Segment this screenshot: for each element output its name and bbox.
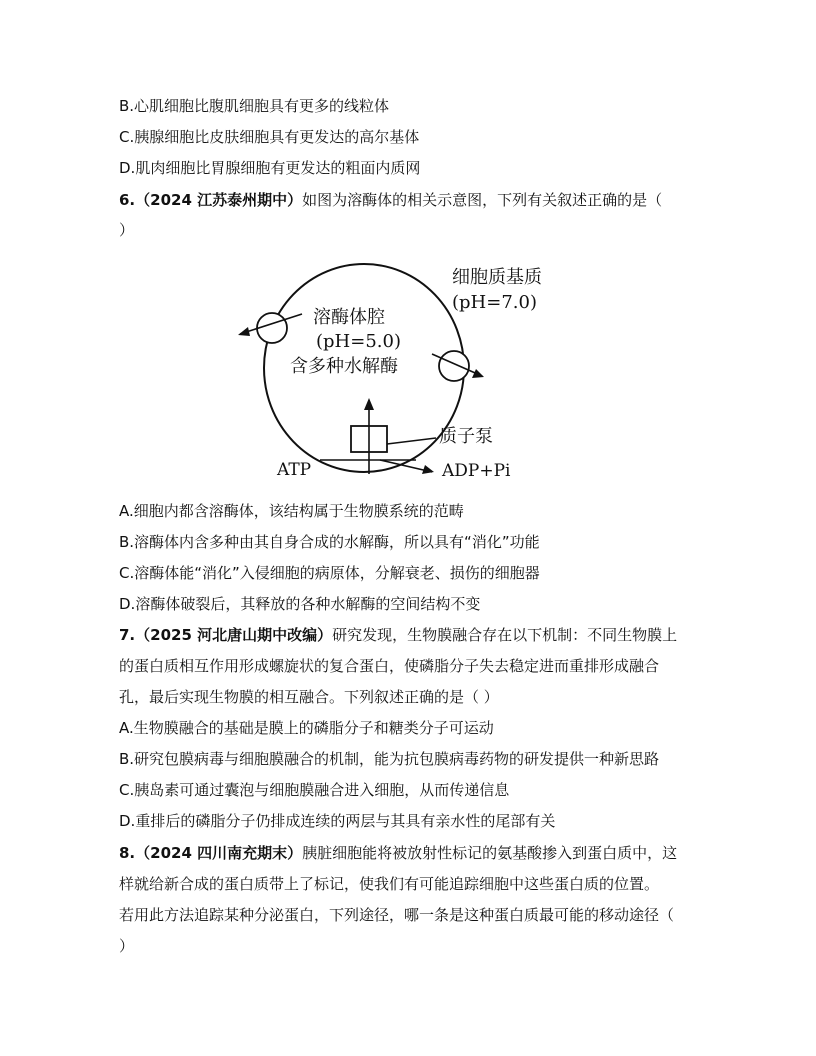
q7-number: 7.	[119, 626, 136, 644]
adp-label: ADP+Pi	[442, 461, 511, 481]
q5-option-d: D.肌肉细胞比胃腺细胞有更发达的粗面内质网	[119, 159, 421, 177]
atp-label: ATP	[277, 460, 312, 480]
q5-option-c: C.胰腺细胞比皮肤细胞具有更发达的高尔基体	[119, 128, 420, 146]
q6-stem-line1	[119, 190, 662, 210]
lumen-label: 溶酶体腔	[313, 307, 385, 328]
q8-stem-line1	[119, 843, 677, 863]
q8-source: （2024 四川南充期末）	[135, 844, 303, 862]
q6-stem-line2: ）	[119, 221, 135, 239]
q8-stem-line2: 样就给新合成的蛋白质带上了标记，使我们有可能追踪细胞中这些蛋白质的位置。	[119, 875, 660, 893]
q8-stem-text: 胰脏细胞能将被放射性标记的氨基酸掺入到蛋白质中，这	[302, 844, 678, 862]
proton-pump-icon	[320, 398, 436, 474]
q7-option-d: D.重排后的磷脂分子仍排成连续的两层与其具有亲水性的尾部有关	[119, 812, 556, 830]
cytoplasm-ph: (pH=7.0)	[452, 292, 537, 313]
left-channel-icon	[238, 313, 302, 343]
q7-source: （2025 河北唐山期中改编）	[135, 626, 333, 644]
lumen-ph: (pH=5.0)	[316, 331, 401, 352]
q7-stem-text: 研究发现，生物膜融合存在以下机制：不同生物膜上	[332, 626, 678, 644]
q6-stem-text: 如图为溶酶体的相关示意图，下列有关叙述正确的是（	[302, 191, 663, 209]
q7-stem-line3: 孔，最后实现生物膜的相互融合。下列叙述正确的是（ ）	[119, 688, 499, 706]
q6-option-c: C.溶酶体能“消化”入侵细胞的病原体，分解衰老、损伤的细胞器	[119, 564, 540, 582]
q8-stem-line3: 若用此方法追踪某种分泌蛋白，下列途径，哪一条是这种蛋白质最可能的移动途径（	[119, 906, 675, 924]
q7-stem-line1	[119, 625, 677, 645]
q6-number: 6.	[119, 191, 136, 209]
q8-stem-line4: ）	[119, 937, 135, 955]
q7-option-a: A.生物膜融合的基础是膜上的磷脂分子和糖类分子可运动	[119, 719, 494, 737]
right-channel-icon	[432, 351, 484, 381]
proton-pump-label: 质子泵	[439, 426, 493, 447]
q7-option-b: B.研究包膜病毒与细胞膜融合的机制，能为抗包膜病毒药物的研发提供一种新思路	[119, 750, 660, 768]
lumen-enzymes: 含多种水解酶	[290, 356, 398, 377]
q5-option-b: B.心肌细胞比腹肌细胞具有更多的线粒体	[119, 97, 390, 115]
lysosome-diagram	[220, 250, 580, 490]
q7-stem-line2: 的蛋白质相互作用形成螺旋状的复合蛋白，使磷脂分子失去稳定进而重排形成融合	[119, 657, 660, 675]
q6-option-d: D.溶酶体破裂后，其释放的各种水解酶的空间结构不变	[119, 595, 481, 613]
q7-option-c: C.胰岛素可通过囊泡与细胞膜融合进入细胞，从而传递信息	[119, 781, 510, 799]
pump-pointer-line	[387, 438, 436, 444]
q6-source: （2024 江苏泰州期中）	[135, 191, 303, 209]
cytoplasm-label: 细胞质基质	[452, 267, 542, 288]
q8-number: 8.	[119, 844, 136, 862]
q6-option-b: B.溶酶体内含多种由其自身合成的水解酶，所以具有“消化”功能	[119, 533, 540, 551]
q6-option-a: A.细胞内都含溶酶体，该结构属于生物膜系统的范畴	[119, 502, 464, 520]
